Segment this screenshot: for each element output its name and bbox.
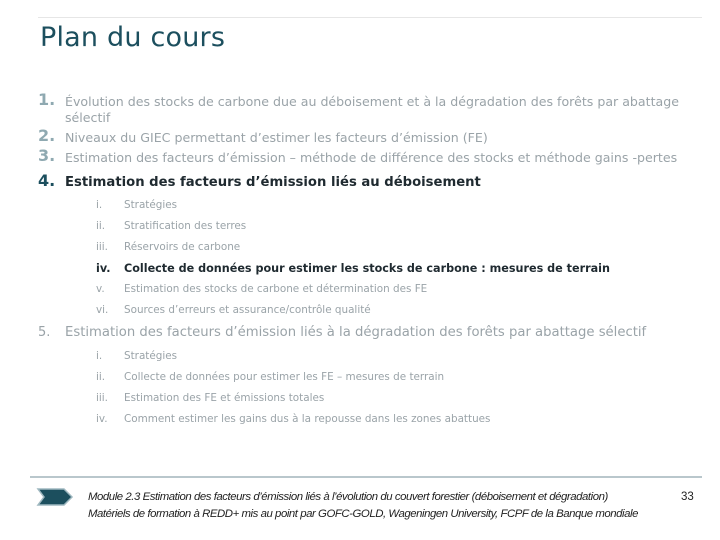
outline-subitem: [38, 199, 702, 212]
subitem-number: ii.: [96, 371, 106, 383]
outline-item-1: [38, 90, 702, 126]
subitem-number: iii.: [96, 241, 108, 253]
subitem-number: i.: [96, 350, 103, 362]
outline-subitem: [38, 350, 702, 363]
outline-subitem: [38, 220, 702, 233]
subitem-number: v.: [96, 283, 105, 295]
subitem-text: Collecte de données pour estimer les FE – mesures de terrain: [124, 371, 445, 383]
subitem-text: Estimation des FE et émissions totales: [124, 392, 325, 404]
outline-item-number: 5.: [38, 325, 51, 340]
outline-subitem: [38, 304, 702, 317]
outline-item-text: Niveaux du GIEC permettant d’estimer les facteurs d’émission (FE): [65, 130, 488, 145]
subitem-number: ii.: [96, 220, 106, 232]
subitem-text: Collecte de données pour estimer les stocks de carbone : mesures de terrain: [124, 262, 610, 275]
subitem-number: i.: [96, 199, 103, 211]
subitem-text: Sources d’erreurs et assurance/contrôle qualité: [124, 304, 371, 316]
outline-item-2: [38, 126, 702, 146]
outline-item-text: Estimation des facteurs d’émission liés à la dégradation des forêts par abattage sélectif: [65, 325, 647, 340]
subitem-number: iv.: [96, 262, 111, 275]
chevron-arrow-icon: [36, 486, 74, 508]
slide-title: Plan du cours: [40, 22, 226, 53]
footer-credits-line: Matériels de formation à REDD+ mis au point par GOFC-GOLD, Wageningen University, FCPF de la Banque mondiale: [88, 508, 638, 520]
outline-item-number: 3.: [38, 146, 56, 165]
subitem-number: iv.: [96, 413, 108, 425]
outline-item-3: [38, 146, 702, 166]
subitem-text: Comment estimer les gains dus à la repousse dans les zones abattues: [124, 413, 491, 425]
page-number: 33: [681, 491, 694, 503]
outline-item-4-current: [38, 171, 702, 191]
outline-subitem-current: [38, 262, 702, 275]
outline-subitem: [38, 413, 702, 426]
outline-item-number: 1.: [38, 90, 56, 109]
outline-item-number: 2.: [38, 126, 56, 145]
subitem-text: Estimation des stocks de carbone et détermination des FE: [124, 283, 428, 295]
outline-item-5: [38, 325, 702, 341]
outline-item-text: Estimation des facteurs d’émission liés au déboisement: [65, 175, 481, 190]
subitem-text: Stratégies: [124, 350, 178, 362]
top-divider: [38, 17, 702, 18]
subitem-number: vi.: [96, 304, 109, 316]
footer-module-line: Module 2.3 Estimation des facteurs d’émission liés à l’évolution du couvert forestier (déboisement et dégradation): [88, 491, 608, 503]
course-outline: [38, 90, 702, 426]
subitem-text: Stratégies: [124, 199, 178, 211]
outline-subitem: [38, 371, 702, 384]
outline-subitem: [38, 392, 702, 405]
footer-divider: [30, 476, 702, 478]
outline-item-text: Évolution des stocks de carbone due au déboisement et à la dégradation des forêts par abattage sélectif: [65, 94, 679, 125]
subitem-text: Stratification des terres: [124, 220, 247, 232]
outline-item-number: 4.: [38, 171, 56, 190]
outline-subitem: [38, 283, 702, 296]
outline-item-text: Estimation des facteurs d’émission – méthode de différence des stocks et méthode gains -pertes: [65, 150, 678, 165]
footer-text: [88, 489, 700, 523]
subitem-number: iii.: [96, 392, 108, 404]
subitem-text: Réservoirs de carbone: [124, 241, 241, 253]
outline-subitem: [38, 241, 702, 254]
